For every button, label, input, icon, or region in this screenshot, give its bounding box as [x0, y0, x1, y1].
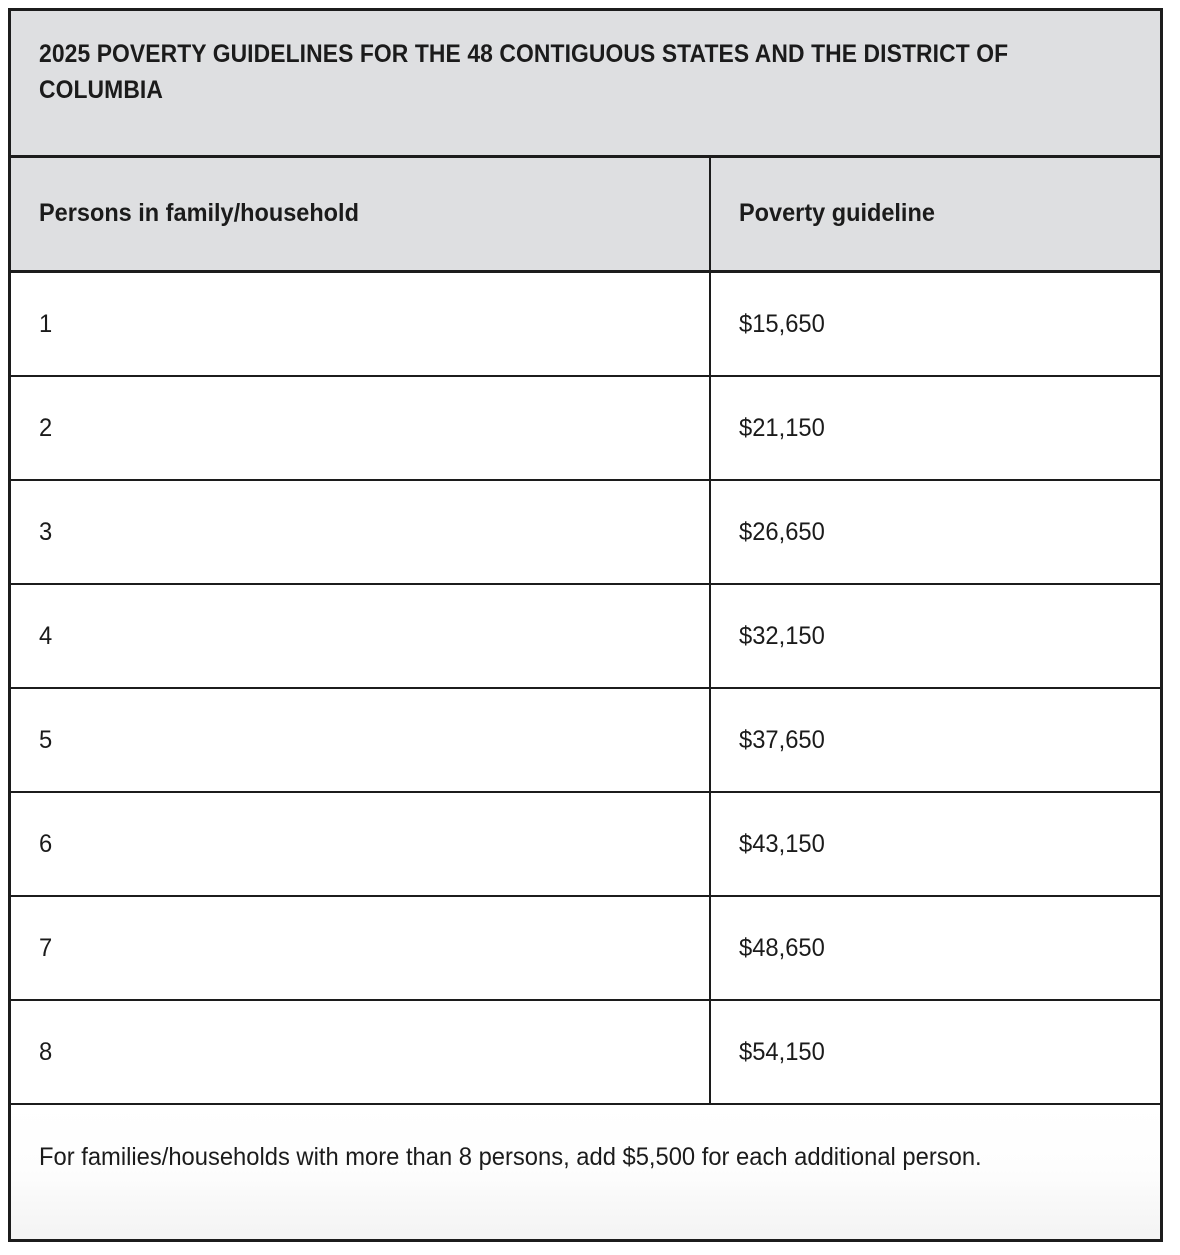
cell-persons-value: 3: [39, 517, 53, 546]
table-row: [11, 897, 1160, 1001]
cell-persons: [11, 273, 711, 375]
table-row: [11, 793, 1160, 897]
column-header-guideline: [711, 158, 1160, 270]
cell-guideline-value: $43,150: [739, 829, 825, 858]
table-header-row: [11, 158, 1160, 273]
cell-guideline-value: $15,650: [739, 309, 825, 338]
cell-guideline: [711, 585, 1160, 687]
cell-persons: [11, 1001, 711, 1103]
cell-guideline: [711, 377, 1160, 479]
table-caption-text: 2025 POVERTY GUIDELINES FOR THE 48 CONTIGUOUS STATES AND THE DISTRICT OF COLUMBIA: [39, 40, 1009, 104]
cell-guideline-value: $32,150: [739, 621, 825, 650]
column-header-guideline-label: Poverty guideline: [739, 199, 935, 228]
cell-persons-value: 7: [39, 933, 53, 962]
cell-persons-value: 2: [39, 413, 53, 442]
cell-persons: [11, 689, 711, 791]
cell-guideline: [711, 689, 1160, 791]
footnote-text: For families/households with more than 8 persons, add $5,500 for each additional person.: [39, 1143, 982, 1171]
cell-footnote: [11, 1105, 1160, 1242]
table-row: [11, 481, 1160, 585]
cell-guideline-value: $21,150: [739, 413, 825, 442]
cell-persons-value: 4: [39, 621, 53, 650]
cell-persons-value: 8: [39, 1037, 53, 1066]
cell-guideline: [711, 481, 1160, 583]
cell-persons: [11, 481, 711, 583]
table-row: [11, 377, 1160, 481]
table-row: [11, 689, 1160, 793]
cell-guideline: [711, 793, 1160, 895]
table-footnote-row: [11, 1105, 1160, 1242]
table-caption: [11, 11, 1160, 158]
cell-guideline-value: $26,650: [739, 517, 825, 546]
cell-persons-value: 6: [39, 829, 53, 858]
cell-guideline-value: $37,650: [739, 725, 825, 754]
cell-guideline-value: $54,150: [739, 1037, 825, 1066]
cell-persons-value: 1: [39, 309, 53, 338]
table-row: [11, 1001, 1160, 1105]
cell-guideline: [711, 1001, 1160, 1103]
poverty-guidelines-table: [8, 8, 1163, 1242]
cell-persons: [11, 377, 711, 479]
cell-persons: [11, 793, 711, 895]
column-header-persons-label: Persons in family/household: [39, 199, 359, 228]
cell-guideline-value: $48,650: [739, 933, 825, 962]
cell-persons-value: 5: [39, 725, 53, 754]
cell-guideline: [711, 273, 1160, 375]
table-row: [11, 585, 1160, 689]
cell-persons: [11, 585, 711, 687]
column-header-persons: [11, 158, 711, 270]
cell-persons: [11, 897, 711, 999]
table-row: [11, 273, 1160, 377]
cell-guideline: [711, 897, 1160, 999]
